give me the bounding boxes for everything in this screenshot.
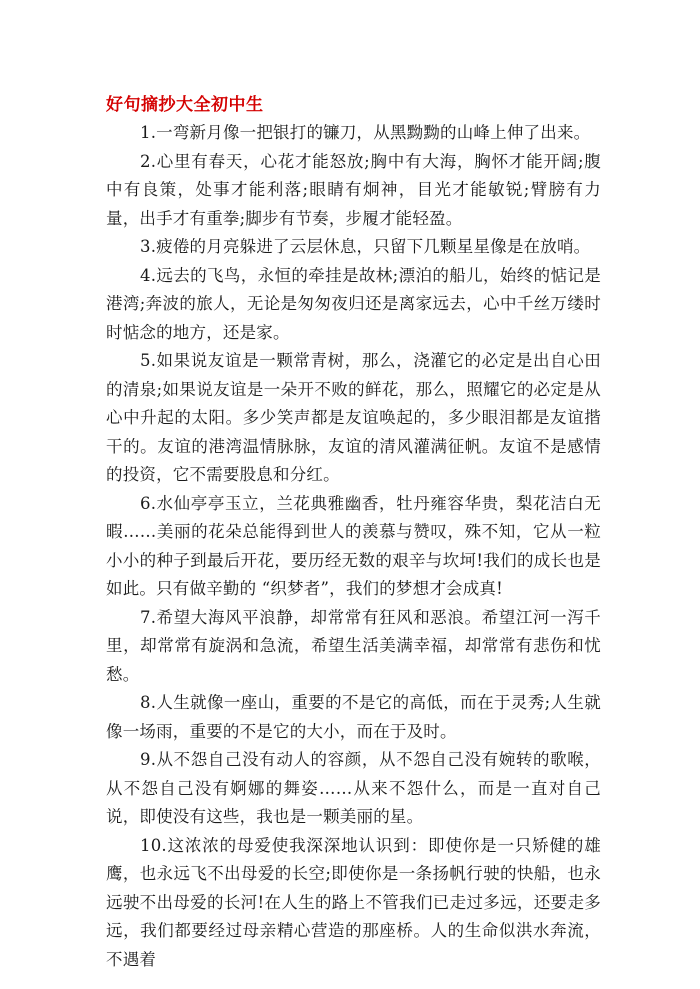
paragraph-8: 8.人生就像一座山，重要的不是它的高低，而在于灵秀;人生就像一场雨，重要的不是它的大小，而在于及时。 bbox=[106, 693, 601, 741]
paragraph-5: 5.如果说友谊是一颗常青树，那么，浇灌它的必定是出自心田的清泉;如果说友谊是一朵开不败的鲜花，那么，照耀它的必定是从心中升起的太阳。多少笑声都是友谊唤起的，多少眼泪都是友谊揩干的。友谊的港湾温情脉脉，友谊的清风灌满征帆。友谊不是感情的投资，它不需要股息和分红。 bbox=[106, 351, 601, 484]
paragraph-4: 4.远去的飞鸟，永恒的牵挂是故林;漂泊的船儿，始终的惦记是港湾;奔波的旅人，无论是匆匆夜归还是离家远去，心中千丝万缕时时惦念的地方，还是家。 bbox=[106, 265, 601, 342]
document-title: 好句摘抄大全初中生 bbox=[106, 95, 264, 115]
paragraph-2: 2.心里有春天，心花才能怒放;胸中有大海，胸怀才能开阔;腹中有良策，处事才能利落;眼睛有炯神，目光才能敏锐;臂膀有力量，出手才有重拳;脚步有节奏，步履才能轻盈。 bbox=[106, 151, 601, 228]
paragraph-10: 10.这浓浓的母爱使我深深地认识到：即使你是一只矫健的雄鹰，也永远飞不出母爱的长空;即使你是一条扬帆行驶的快船，也永远驶不出母爱的长河!在人生的路上不管我们已走过多远，还要走多远，我们都要经过母亲精心营造的那座桥。人的生命似洪水奔流，不遇着 bbox=[106, 835, 601, 969]
paragraph-9: 9.从不怨自己没有动人的容颜，从不怨自己没有婉转的歌喉，从不怨自己没有婀娜的舞姿……从来不怨什么，而是一直对自己说，即使没有这些，我也是一颗美丽的星。 bbox=[106, 750, 601, 826]
paragraph-1: 1.一弯新月像一把银打的镰刀，从黑黝黝的山峰上伸了出来。 bbox=[140, 123, 591, 142]
paragraph-3: 3.疲倦的月亮躲进了云层休息，只留下几颗星星像是在放哨。 bbox=[140, 237, 591, 256]
paragraph-7: 7.希望大海风平浪静，却常常有狂风和恶浪。希望江河一泻千里，却常常有旋涡和急流，希望生活美满幸福，却常常有悲伤和忧愁。 bbox=[106, 607, 601, 684]
paragraph-6: 6.水仙亭亭玉立，兰花典雅幽香，牡丹雍容华贵，梨花洁白无暇……美丽的花朵总能得到世人的羡慕与赞叹，殊不知，它从一粒小小的种子到最后开花，要历经无数的艰辛与坎坷!我们的成长也是如此。只有做辛勤的 “织梦者”，我们的梦想才会成真! bbox=[106, 493, 601, 598]
document-body bbox=[106, 119, 601, 974]
